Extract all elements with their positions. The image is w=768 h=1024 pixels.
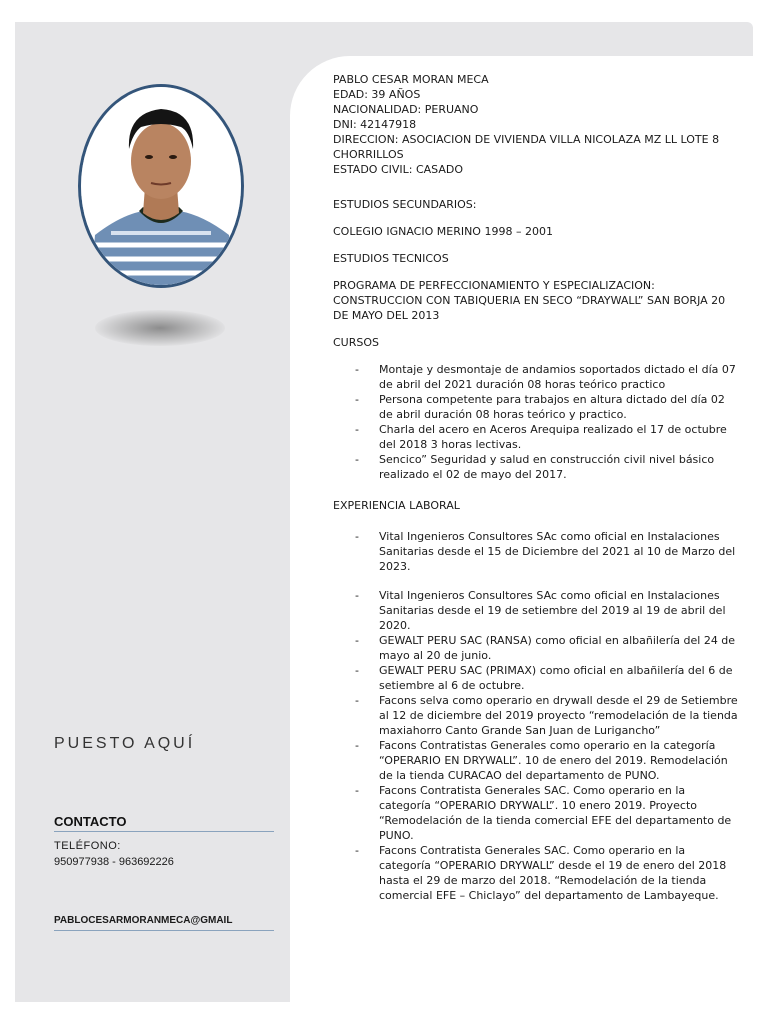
list-item: - GEWALT PERU SAC (PRIMAX) como oficial en albañilería del 6 de setiembre al 6 de octubre.	[333, 663, 738, 693]
profile-photo	[78, 84, 244, 288]
list-item: - Vital Ingenieros Consultores SAc como oficial en Instalaciones Sanitarias desde el 19 de setiembre del 2019 al 19 de abril del 2020.	[333, 588, 738, 633]
list-item: - Vital Ingenieros Consultores SAc como oficial en Instalaciones Sanitarias desde el 15 de Diciembre del 2021 al 10 de Marzo del 2023.	[333, 529, 738, 574]
photo-shadow	[95, 310, 225, 346]
list-item: - Charla del acero en Aceros Arequipa realizado el 17 de octubre del 2018 3 horas lectivas.	[333, 422, 738, 452]
civil-status: ESTADO CIVIL: CASADO	[333, 163, 464, 176]
person-photo-icon	[81, 87, 241, 285]
list-item: - Facons Contratista Generales SAC. Como operario en la categoría “OPERARIO DRYWALL” desde el 19 de enero del 2018 hasta el 29 de marzo del 2018. “Remodelación de la tienda comercial EFE – Chiclayo” del departamento de Lambayeque.	[333, 843, 738, 903]
experience-title: EXPERIENCIA LABORAL	[333, 499, 460, 512]
list-item: - Persona competente para trabajos en altura dictado del día 02 de abril duración 08 horas teórico y practico.	[333, 392, 738, 422]
full-name: PABLO CESAR MORAN MECA	[333, 73, 489, 86]
phone-value: 950977938 - 963692226	[54, 856, 174, 868]
secondary-studies-title: ESTUDIOS SECUNDARIOS:	[333, 198, 477, 211]
dni: DNI: 42147918	[333, 118, 417, 131]
address: DIRECCION: ASOCIACION DE VIVIENDA VILLA NICOLAZA MZ LL LOTE 8 CHORRILLOS	[333, 133, 720, 161]
contact-title: CONTACTO	[54, 814, 274, 832]
resume-content	[333, 72, 738, 903]
phone-label: TELÉFONO:	[54, 840, 121, 852]
experience-list	[333, 588, 738, 903]
secondary-school: COLEGIO IGNACIO MERINO 1998 – 2001	[333, 225, 553, 238]
list-item: - Facons Contratistas Generales como operario en la categoría “OPERARIO EN DRYWALL”. 10 de enero del 2019. Remodelación de la tienda CURACAO del departamento de PUNO.	[333, 738, 738, 783]
list-item: - Facons Contratista Generales SAC. Como operario en la categoría “OPERARIO DRYWALL”. 10 enero 2019. Proyecto “Remodelación de la tienda comercial EFE del departamento de PUNO.	[333, 783, 738, 843]
list-item: - Facons selva como operario en drywall desde el 29 de Setiembre al 12 de diciembre del 2019 proyecto “remodelación de la tienda maxiahorro Canto Grande San Juan de Lurigancho”	[333, 693, 738, 738]
technical-studies-title: ESTUDIOS TECNICOS	[333, 252, 449, 265]
courses-title: CURSOS	[333, 336, 379, 349]
list-item: - Sencico” Seguridad y salud en construcción civil nivel básico realizado el 02 de mayo del 2017.	[333, 452, 738, 482]
list-item: - GEWALT PERU SAC (RANSA) como oficial en albañilería del 24 de mayo al 20 de junio.	[333, 633, 738, 663]
technical-program: PROGRAMA DE PERFECCIONAMIENTO Y ESPECIALIZACION: CONSTRUCCION CON TABIQUERIA EN SECO “DRAYWALL” SAN BORJA 20 DE MAYO DEL 2013	[333, 279, 726, 322]
nationality: NACIONALIDAD: PERUANO	[333, 103, 479, 116]
experience-list-first	[333, 529, 738, 574]
position-title: PUESTO AQUÍ	[54, 735, 196, 752]
courses-list	[333, 362, 738, 482]
email-value: PABLOCESARMORANMECA@GMAIL	[54, 914, 274, 931]
age: EDAD: 39 AÑOS	[333, 88, 421, 101]
list-item: - Montaje y desmontaje de andamios soportados dictado el día 07 de abril del 2021 duración 08 horas teórico practico	[333, 362, 738, 392]
